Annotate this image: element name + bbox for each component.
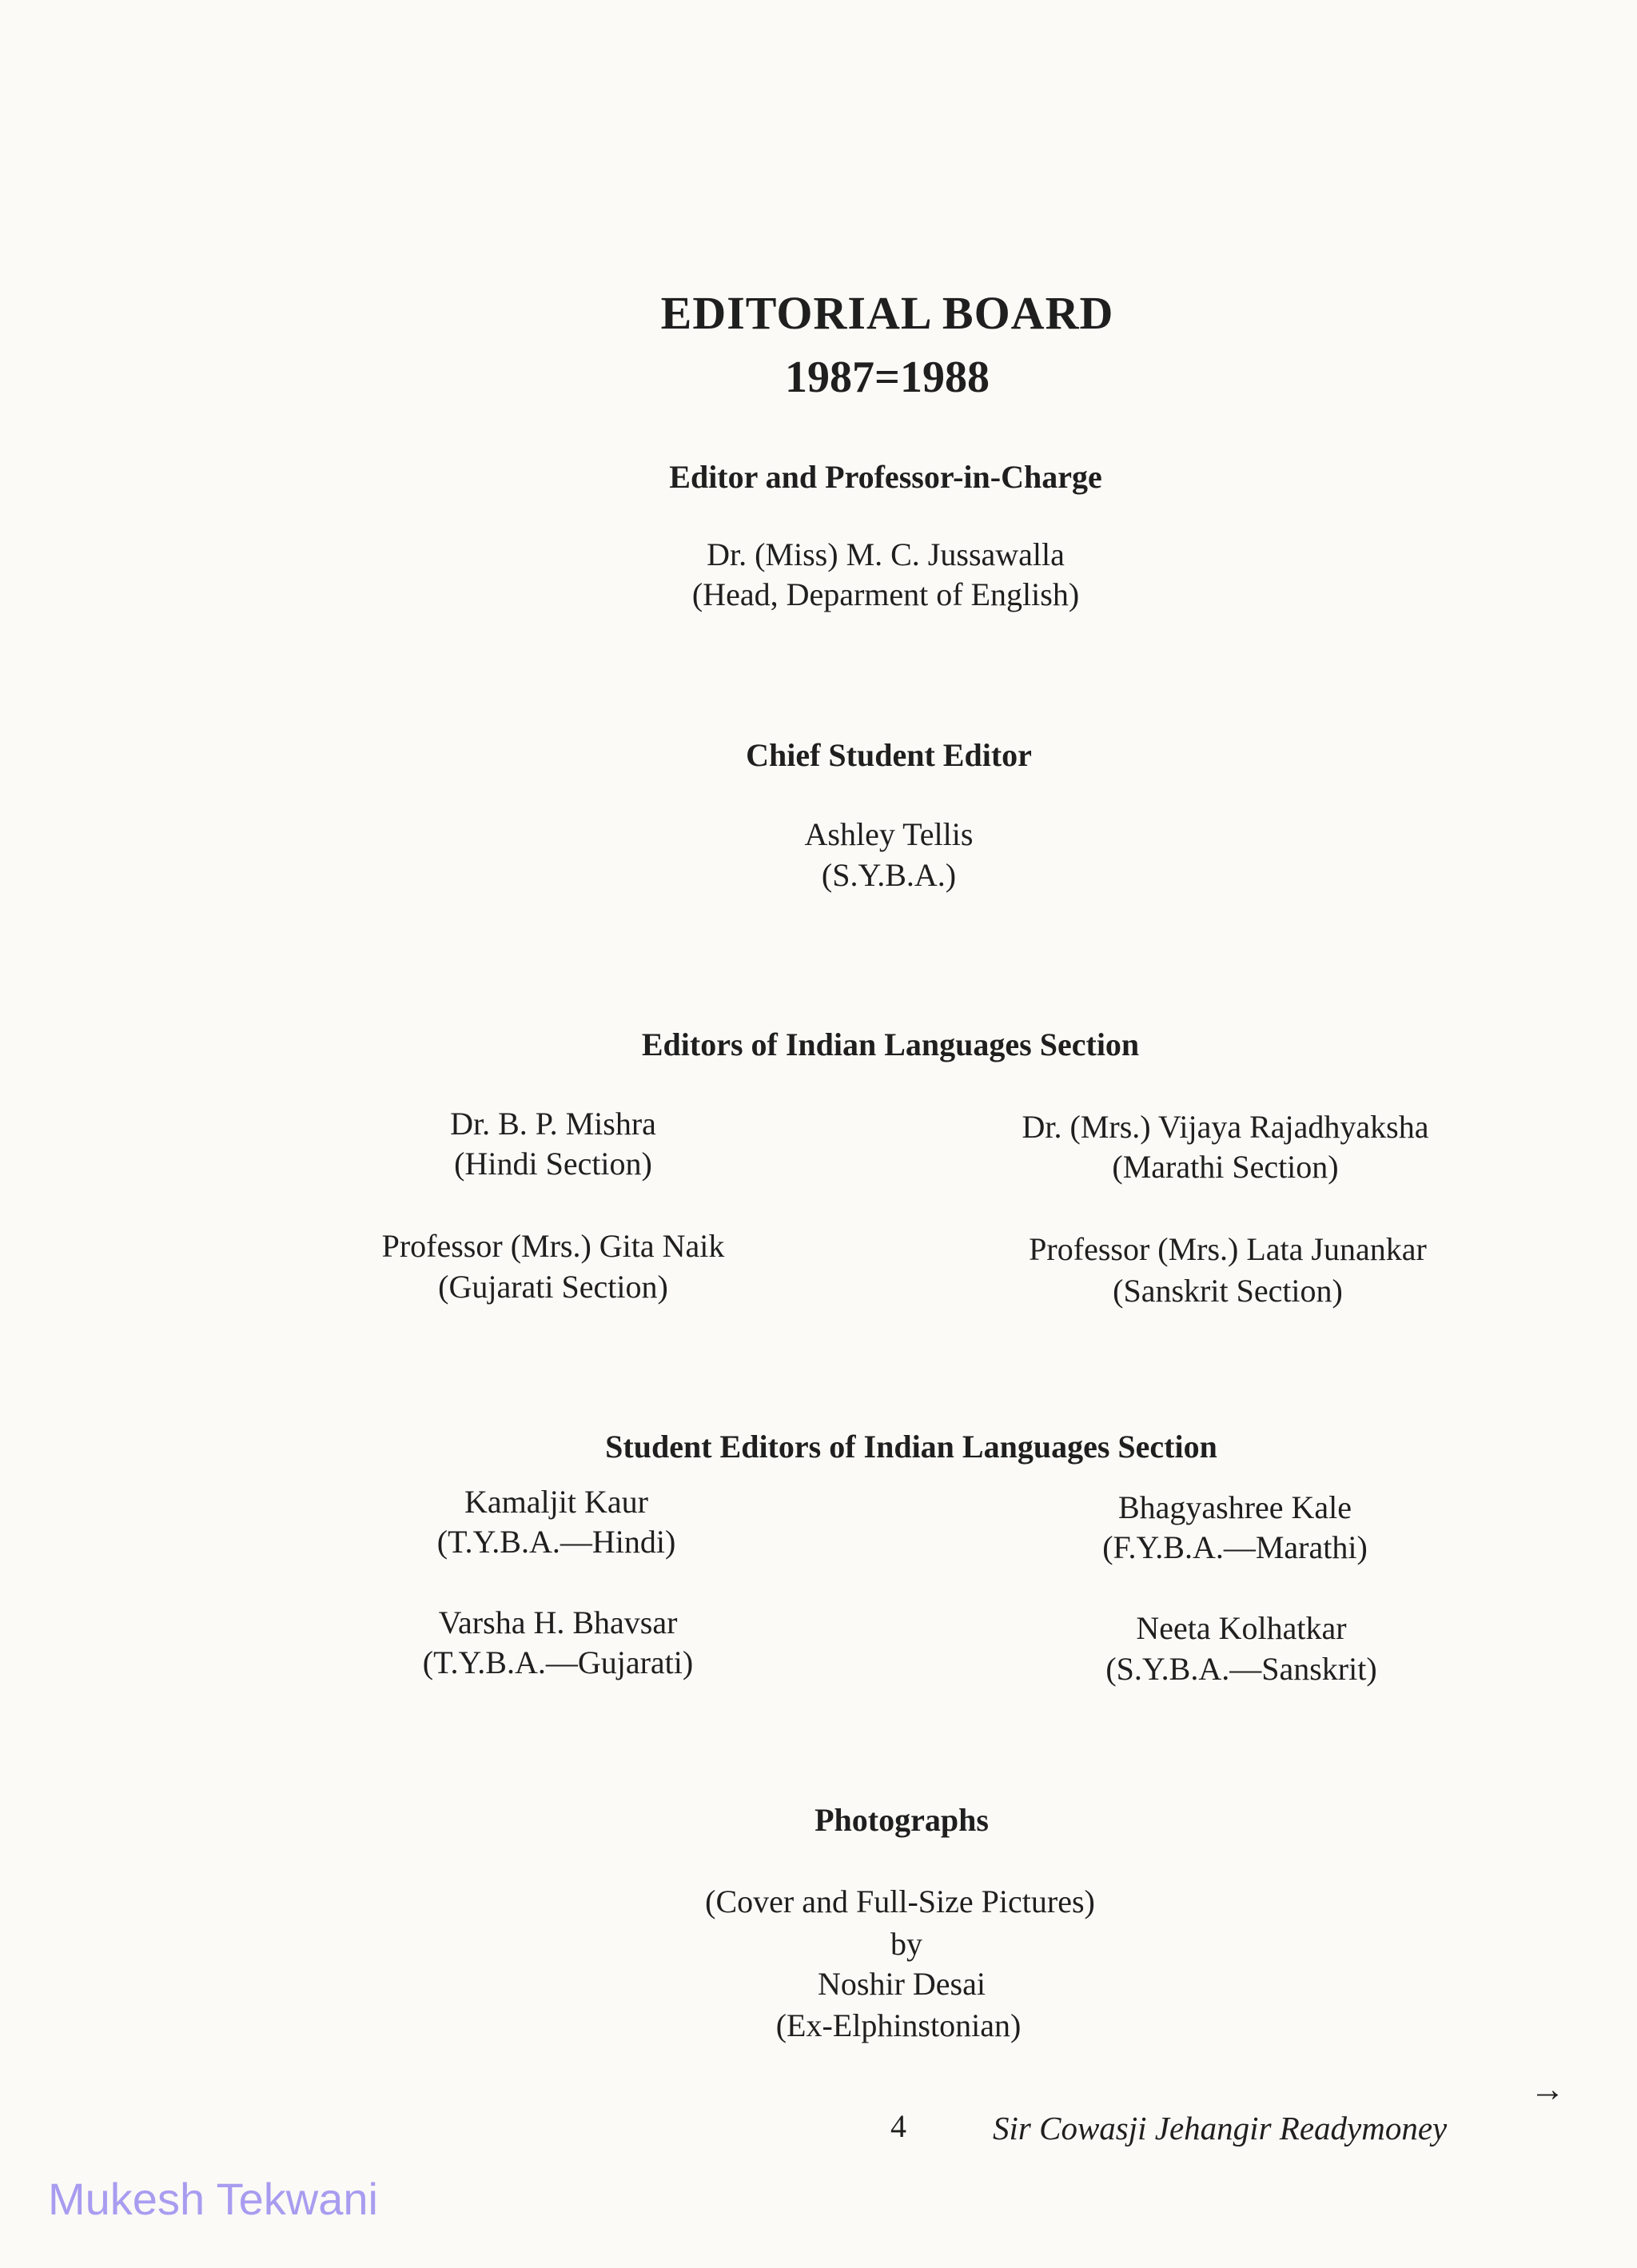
lang-editors-heading: Editors of Indian Languages Section xyxy=(641,1026,1140,1062)
chief-heading: Chief Student Editor xyxy=(746,737,1032,773)
chief-name: Ashley Tellis xyxy=(804,816,974,852)
lang-editor-section: (Gujarati Section) xyxy=(438,1269,668,1305)
student-editor-section: (T.Y.B.A.—Hindi) xyxy=(436,1524,676,1560)
lang-editor-name: Dr. B. P. Mishra xyxy=(450,1106,656,1142)
student-editor-name: Neeta Kolhatkar xyxy=(1136,1610,1347,1646)
page-title: EDITORIAL BOARD xyxy=(660,287,1114,339)
student-editor-name: Bhagyashree Kale xyxy=(1117,1489,1352,1525)
arrow-right-icon: → xyxy=(1530,2070,1565,2109)
photographs-heading: Photographs xyxy=(815,1802,989,1838)
editor-role: (Head, Deparment of English) xyxy=(691,576,1080,612)
photographer-note: (Ex-Elphinstonian) xyxy=(775,2007,1022,2043)
lang-editor-section: (Hindi Section) xyxy=(454,1146,652,1182)
chief-role: (S.Y.B.A.) xyxy=(821,857,957,893)
student-editor-section: (F.Y.B.A.—Marathi) xyxy=(1102,1529,1368,1565)
watermark: Mukesh Tekwani xyxy=(48,2174,378,2224)
student-editor-section: (T.Y.B.A.—Gujarati) xyxy=(422,1644,694,1680)
running-footer: Sir Cowasji Jehangir Readymoney xyxy=(993,2110,1448,2146)
lang-editor-name: Professor (Mrs.) Gita Naik xyxy=(381,1228,725,1264)
student-editor-name: Varsha H. Bhavsar xyxy=(438,1604,678,1640)
photographs-subtitle: (Cover and Full-Size Pictures) xyxy=(705,1883,1095,1919)
student-editor-section: (S.Y.B.A.—Sanskrit) xyxy=(1105,1651,1377,1687)
lang-editor-section: (Marathi Section) xyxy=(1112,1149,1339,1185)
editor-heading: Editor and Professor-in-Charge xyxy=(669,459,1102,495)
page-number: 4 xyxy=(890,2108,906,2144)
lang-editor-name: Professor (Mrs.) Lata Junankar xyxy=(1029,1231,1427,1267)
board-year: 1987=1988 xyxy=(785,353,990,402)
lang-editor-name: Dr. (Mrs.) Vijaya Rajadhyaksha xyxy=(1022,1109,1429,1145)
lang-editor-section: (Sanskrit Section) xyxy=(1113,1273,1343,1309)
student-editor-name: Kamaljit Kaur xyxy=(464,1484,648,1520)
editor-name: Dr. (Miss) M. C. Jussawalla xyxy=(707,536,1065,572)
photographs-by: by xyxy=(890,1926,922,1962)
student-editors-heading: Student Editors of Indian Languages Section xyxy=(605,1429,1217,1465)
photographer-name: Noshir Desai xyxy=(818,1966,986,2002)
